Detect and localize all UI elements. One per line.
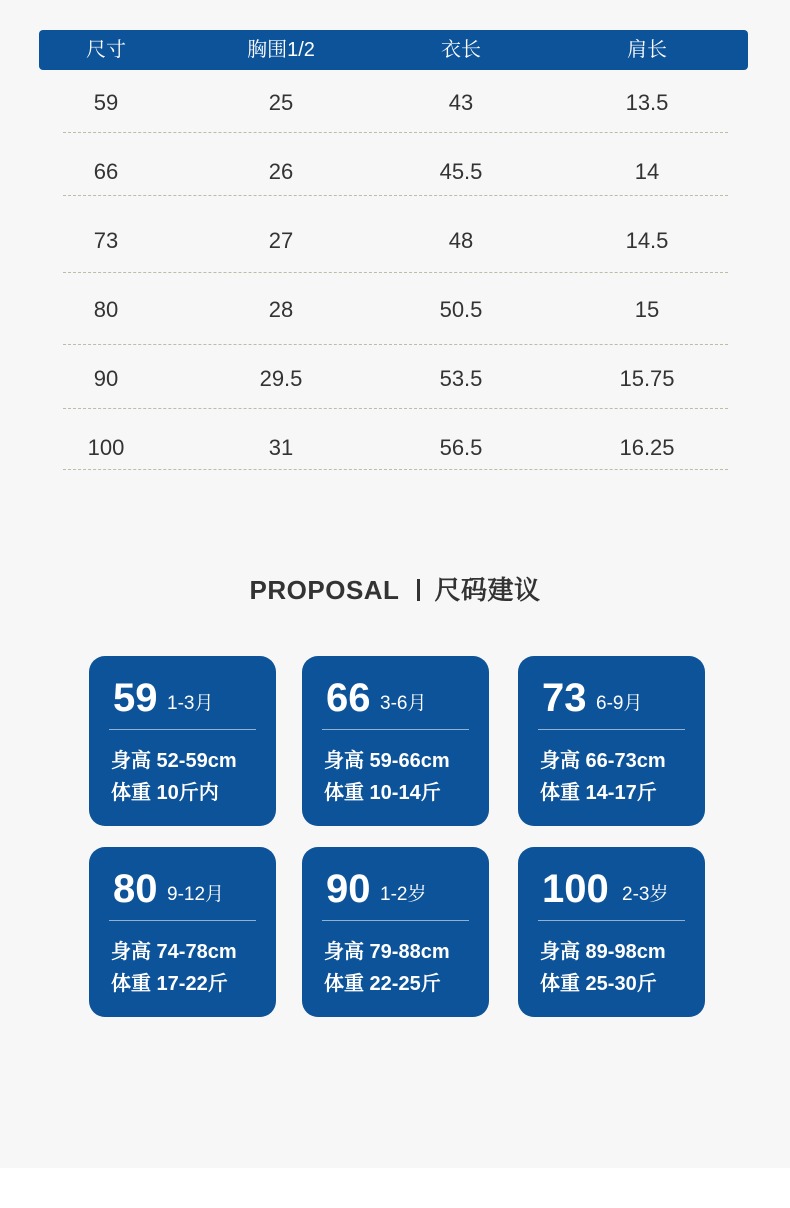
cell-length: 50.5 <box>439 297 483 322</box>
card-age: 3-6月 <box>380 693 427 714</box>
card-divider <box>538 920 685 921</box>
cell-size: 90 <box>93 366 119 391</box>
cell-size: 59 <box>93 90 119 115</box>
title-separator <box>417 579 420 601</box>
card-weight: 体重 14-17斤 <box>540 782 657 804</box>
size-card <box>518 847 705 1017</box>
card-height: 身高 79-88cm <box>324 941 450 963</box>
cell-length: 56.5 <box>439 435 483 460</box>
card-size: 80 <box>113 867 158 911</box>
cell-chest: 29.5 <box>259 366 303 391</box>
card-height: 身高 74-78cm <box>111 941 237 963</box>
card-size: 59 <box>113 676 158 720</box>
row-divider <box>63 195 728 196</box>
size-card <box>89 847 276 1017</box>
table-row <box>63 83 728 143</box>
card-divider <box>322 920 469 921</box>
cell-chest: 25 <box>268 90 294 115</box>
cell-size: 66 <box>93 159 119 184</box>
card-divider <box>322 729 469 730</box>
card-weight: 体重 10-14斤 <box>324 782 441 804</box>
proposal-cn: 尺码建议 <box>434 575 541 605</box>
table-header <box>39 30 748 70</box>
cell-shoulder: 15.75 <box>619 366 675 391</box>
cell-shoulder: 15 <box>634 297 660 322</box>
card-height: 身高 59-66cm <box>324 750 450 772</box>
table-row <box>63 359 728 419</box>
card-size: 66 <box>326 676 371 720</box>
cell-chest: 28 <box>268 297 294 322</box>
table-row <box>63 152 728 212</box>
table-row <box>63 221 728 281</box>
cell-chest: 27 <box>268 228 294 253</box>
header-length: 衣长 <box>441 39 481 61</box>
card-height: 身高 66-73cm <box>540 750 666 772</box>
row-divider <box>63 132 728 133</box>
card-age: 6-9月 <box>596 693 643 714</box>
size-card <box>302 847 489 1017</box>
row-divider <box>63 408 728 409</box>
header-chest: 胸围1/2 <box>247 39 315 61</box>
cell-shoulder: 16.25 <box>619 435 675 460</box>
card-size: 100 <box>542 867 609 911</box>
card-weight: 体重 22-25斤 <box>324 973 441 995</box>
cell-size: 80 <box>93 297 119 322</box>
row-divider <box>63 469 728 470</box>
table-row <box>63 428 728 488</box>
card-size: 90 <box>326 867 371 911</box>
cell-length: 43 <box>448 90 474 115</box>
card-age: 1-2岁 <box>380 884 427 905</box>
cell-chest: 31 <box>268 435 294 460</box>
cell-shoulder: 14 <box>634 159 660 184</box>
card-height: 身高 89-98cm <box>540 941 666 963</box>
cell-size: 73 <box>93 228 119 253</box>
cell-size: 100 <box>87 435 125 460</box>
size-card <box>302 656 489 826</box>
card-weight: 体重 17-22斤 <box>111 973 228 995</box>
size-card <box>89 656 276 826</box>
row-divider <box>63 344 728 345</box>
size-card <box>518 656 705 826</box>
proposal-en: PROPOSAL <box>249 575 400 605</box>
cell-length: 53.5 <box>439 366 483 391</box>
card-height: 身高 52-59cm <box>111 750 237 772</box>
row-divider <box>63 272 728 273</box>
card-divider <box>109 729 256 730</box>
cell-shoulder: 14.5 <box>625 228 669 253</box>
proposal-title <box>0 570 790 607</box>
header-size: 尺寸 <box>86 39 126 61</box>
card-divider <box>538 729 685 730</box>
header-shoulder: 肩长 <box>627 39 667 61</box>
card-weight: 体重 25-30斤 <box>540 973 657 995</box>
cell-length: 48 <box>448 228 474 253</box>
card-age: 2-3岁 <box>622 884 669 905</box>
cell-shoulder: 13.5 <box>625 90 669 115</box>
table-row <box>63 290 728 350</box>
card-age: 1-3月 <box>167 693 214 714</box>
card-size: 73 <box>542 676 587 720</box>
card-weight: 体重 10斤内 <box>111 782 219 804</box>
card-divider <box>109 920 256 921</box>
cell-chest: 26 <box>268 159 294 184</box>
card-age: 9-12月 <box>167 884 225 905</box>
cell-length: 45.5 <box>439 159 483 184</box>
